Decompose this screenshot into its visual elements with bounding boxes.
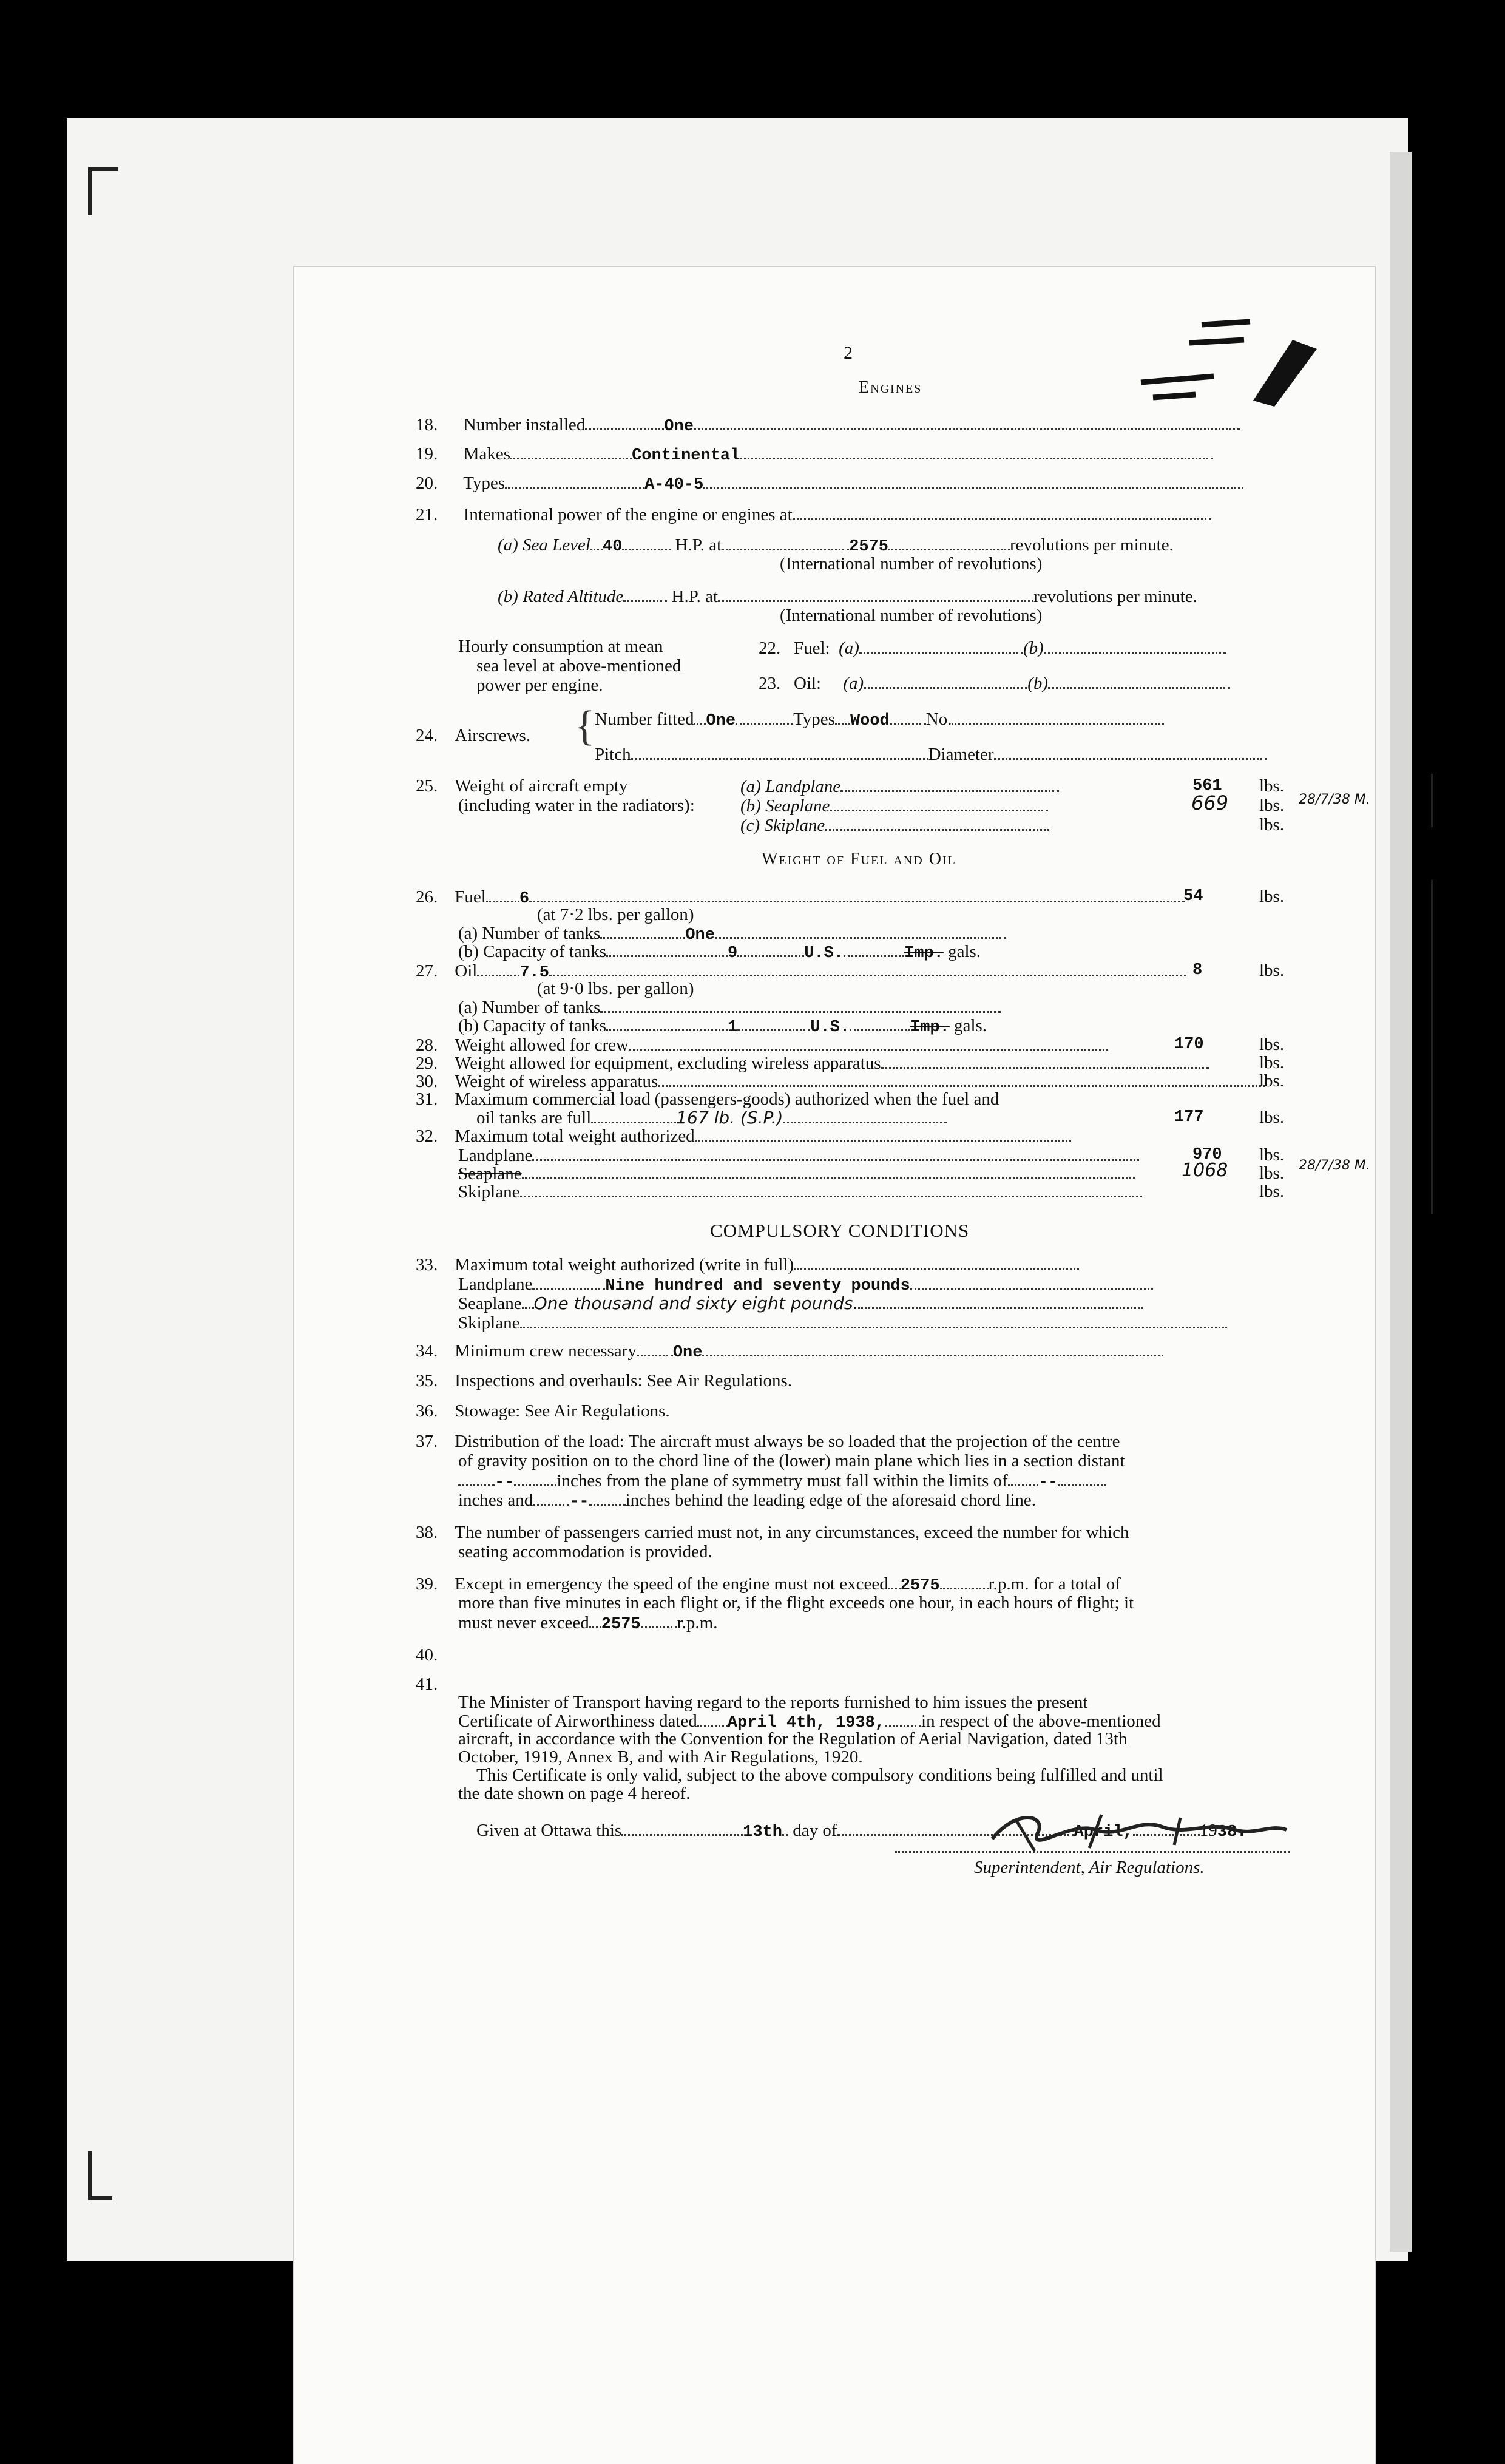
max-seaplane-value: 1068 [1182, 1160, 1228, 1181]
field-label: Skiplane [458, 1182, 520, 1202]
row-num: 29. [416, 1054, 438, 1073]
stowage-text: Stowage: See Air Regulations. [455, 1401, 670, 1421]
field-label: Weight allowed for crew [455, 1035, 629, 1055]
certificate-text: aircraft, in accordance with the Convention for the Regulation of Aerial Navigation, dated 13th [458, 1729, 1128, 1748]
crop-mark-top-left-h [88, 167, 118, 171]
field-label: Types [463, 473, 506, 493]
margin-initials: 28/7/38 M. [1299, 792, 1370, 807]
unit: lbs. [1259, 1163, 1285, 1183]
dots [793, 504, 1211, 520]
field-label: International power of the engine or engines at [463, 505, 793, 524]
field-label: Seaplane [458, 1164, 522, 1183]
dots [740, 443, 1213, 459]
field-label: Seaplane [458, 1294, 522, 1313]
max-skiplane-row [458, 1181, 1142, 1202]
field-label: Weight of aircraft empty [455, 776, 628, 796]
certificate-text: the date shown on page 4 hereof. [458, 1784, 691, 1803]
row-33 [416, 1254, 1079, 1275]
field-label: Makes [463, 444, 511, 464]
row-num: 22. [759, 638, 781, 658]
rev-per-min: revolutions per minute. [1033, 587, 1197, 606]
field-label: (a) Number of tanks [458, 998, 601, 1017]
row-18 [416, 414, 1240, 437]
rated-altitude-row [498, 586, 1197, 607]
oil-per-gallon-note: (at 9·0 lbs. per gallon) [537, 979, 694, 998]
oil-per-gallon: 7.5 [519, 964, 549, 982]
row-37 [416, 1431, 1120, 1452]
field-label: (including water in the radiators): [458, 796, 695, 815]
unit: lbs. [1259, 1182, 1285, 1201]
certificate-date: April 4th, 1938, [727, 1714, 885, 1732]
field-label: Maximum total weight authorized (write in full) [455, 1255, 794, 1274]
rev-per-min: revolutions per minute. [1010, 535, 1174, 555]
distribution-text: Distribution of the load: The aircraft must always be so loaded that the projection of the centre [455, 1432, 1120, 1451]
seaplane-empty-value: 669 [1191, 791, 1229, 814]
min-crew-value: One [672, 1344, 703, 1362]
commercial-load-value: 177 [1174, 1108, 1204, 1126]
rated-altitude-label: (b) Rated Altitude [498, 587, 624, 606]
row-31 [416, 1089, 999, 1109]
certificate-text: October, 1919, Annex B, and with Air Regulations, 1920. [458, 1747, 863, 1767]
row-num: 36. [416, 1401, 438, 1421]
certificate-text: This Certificate is only valid, subject to the above compulsory conditions being fulfilled and until [476, 1765, 1163, 1785]
field-label: (c) Skiplane [740, 816, 825, 835]
crew-weight-value: 170 [1174, 1035, 1204, 1054]
signature-title: Superintendent, Air Regulations. [974, 1858, 1205, 1877]
max-rpm-value: 2575 [900, 1577, 940, 1595]
row-num: 34. [416, 1341, 438, 1361]
field-label: Diameter [928, 745, 994, 764]
row-num: 20. [416, 473, 438, 493]
speed-text: r.p.m. for a total of [988, 1574, 1121, 1594]
oil-capacity-value: 1 [728, 1018, 738, 1037]
row-35 [416, 1370, 792, 1391]
unit: lbs. [1259, 1071, 1285, 1091]
inspections-text: Inspections and overhauls: See Air Regulations. [455, 1371, 792, 1390]
row-num: 18. [416, 415, 438, 435]
field-label: (b) Seaplane [740, 796, 830, 816]
consumption-text: power per engine. [476, 675, 603, 695]
hp-at-label: H.P. at [675, 535, 722, 555]
field-label: oil tanks are full [476, 1108, 592, 1128]
unit: lbs. [1259, 1145, 1285, 1165]
unit: lbs. [1259, 1035, 1285, 1054]
row-41: 41. [416, 1674, 438, 1694]
row-num: 23. [759, 674, 781, 693]
passengers-text: seating accommodation is provided. [458, 1542, 712, 1562]
unit: lbs. [1259, 1108, 1285, 1127]
given-text: Given at Ottawa this [476, 1821, 622, 1840]
scan-edge [1390, 152, 1412, 2252]
row-num: 32. [416, 1126, 438, 1146]
consumption-text: sea level at above-mentioned [476, 656, 681, 675]
fuel-consumption-row [759, 637, 1226, 658]
crop-mark-bottom-left-h [88, 2196, 112, 2200]
option-b: (b) [1023, 638, 1044, 658]
field-label: Fuel: [794, 638, 830, 658]
field-label: Number fitted [595, 709, 694, 729]
row-num: 25. [416, 776, 438, 796]
airscrews-label: Airscrews. [455, 726, 531, 745]
field-label: Number installed [463, 415, 586, 435]
row-40: 40. [416, 1645, 438, 1665]
intl-rev-note: (International number of revolutions) [780, 554, 1043, 574]
landplane-empty-row [740, 776, 1059, 797]
given-year: 38. [1217, 1823, 1247, 1841]
row-32 [416, 1125, 1071, 1146]
field-label: Fuel [455, 887, 486, 907]
field-label: No. [925, 709, 952, 729]
c33-landplane-value: Nine hundred and seventy pounds [605, 1277, 910, 1295]
crop-mark-top-left [88, 167, 92, 215]
unit: lbs. [1259, 815, 1285, 834]
pitch-row [595, 743, 1267, 765]
field-label: Types [793, 709, 835, 729]
speed-text: r.p.m. [677, 1613, 718, 1633]
fuel-per-gallon-note: (at 7·2 lbs. per gallon) [537, 905, 694, 924]
distribution-text: inches and [458, 1491, 533, 1510]
row-num: 35. [416, 1371, 438, 1390]
us-unit: U.S. [810, 1018, 850, 1037]
limit-value: -- [1038, 1474, 1058, 1492]
field-label: Maximum commercial load (passengers-goods) authorized when the fuel and [455, 1089, 999, 1109]
fuel-weight-value: 54 [1183, 887, 1203, 905]
row-38 [416, 1522, 1129, 1543]
dots [510, 443, 632, 459]
brace: { [575, 703, 595, 750]
field-label: Oil [455, 961, 478, 981]
consumption-text: Hourly consumption at mean [458, 637, 663, 656]
row-26 [416, 886, 1185, 909]
distribution-text: inches from the plane of symmetry must fall within the limits of [556, 1471, 1008, 1491]
sea-level-hp: 40 [603, 538, 623, 556]
c33-skiplane-row [458, 1312, 1227, 1333]
option-b: (b) [1027, 674, 1049, 693]
airscrew-type-value: Wood [850, 712, 890, 730]
signature-stroke [992, 1818, 1287, 1840]
commercial-hand-note: 167 lb. (S.P.) [676, 1108, 783, 1128]
passengers-text: The number of passengers carried must not, in any circumstances, exceed the number for which [455, 1523, 1129, 1542]
row-num: 33. [416, 1255, 438, 1274]
fuel-oil-heading: Weight of Fuel and Oil [762, 850, 956, 868]
column-rule-mid [1431, 880, 1433, 1214]
dots [703, 472, 1243, 489]
unit: lbs. [1259, 887, 1285, 906]
field-label: Minimum crew necessary [455, 1341, 637, 1361]
distance-value: -- [495, 1474, 515, 1492]
row-num: 27. [416, 961, 438, 981]
distribution-text: of gravity position on to the chord line of the (lower) main plane which lies in a section distant [458, 1451, 1125, 1471]
certificate-text: The Minister of Transport having regard to the reports furnished to him issues the present [458, 1693, 1088, 1712]
us-unit: U.S. [804, 944, 844, 963]
field-label: Weight allowed for equipment, excluding wireless apparatus [455, 1054, 881, 1073]
unit: lbs. [1259, 1053, 1285, 1072]
field-label: Skiplane [458, 1313, 520, 1333]
option-a: (a) [839, 638, 859, 658]
speed-text: must never exceed [458, 1613, 589, 1633]
number-fitted-row [595, 708, 1164, 731]
row-34 [416, 1340, 1163, 1363]
gals-unit: gals. [954, 1016, 987, 1035]
signature [980, 1796, 1296, 1863]
c33-seaplane-value: One thousand and sixty eight pounds. [533, 1293, 859, 1313]
signature-stroke [1016, 1815, 1180, 1851]
field-label: Landplane [458, 1274, 533, 1294]
row-num: 38. [416, 1523, 438, 1542]
given-text: day of [793, 1821, 837, 1840]
fuel-per-gallon: 6 [519, 890, 530, 908]
intl-rev-note-2: (International number of revolutions) [780, 606, 1043, 625]
row-21 [416, 504, 1211, 525]
row-num: 26. [416, 887, 438, 907]
hp-at-label: H.P. at [671, 587, 719, 606]
given-day: 13th [743, 1823, 783, 1841]
sea-level-label: (a) Sea Level [498, 535, 590, 555]
distribution-line4 [458, 1489, 1036, 1512]
field-label: Weight of wireless apparatus [455, 1072, 658, 1091]
field-label: Oil: [794, 674, 822, 693]
crop-mark-bottom-left [88, 2151, 92, 2200]
row-num: 19. [416, 444, 438, 464]
signature-line [895, 1851, 1290, 1853]
types-value: A-40-5 [644, 476, 704, 494]
landplane-empty-value: 561 [1192, 777, 1222, 795]
given-year-prefix: 19 [1199, 1821, 1217, 1840]
row-num: 39. [416, 1574, 438, 1594]
field-label: Maximum total weight authorized [455, 1126, 695, 1146]
distribution-text: inches behind the leading edge of the aforesaid chord line. [625, 1491, 1037, 1510]
field-label: (a) Landplane [740, 777, 841, 796]
option-a: (a) [843, 674, 864, 693]
row-19 [416, 443, 1213, 466]
imp-unit: Imp. [904, 944, 944, 963]
speed-text: more than five minutes in each flight or, if the flight exceeds one hour, in each hours of flight; it [458, 1593, 1134, 1613]
unit: lbs. [1259, 796, 1285, 815]
oil-consumption-row [759, 672, 1230, 694]
certificate-text: in respect of the above-mentioned [921, 1711, 1161, 1731]
column-rule-top [1431, 774, 1433, 827]
row-num: 37. [416, 1432, 438, 1451]
row-num: 21. [416, 505, 438, 524]
page-number: 2 [844, 343, 853, 363]
row-num: 30. [416, 1072, 438, 1091]
number-installed-value: One [664, 418, 694, 436]
oil-weight-value: 8 [1192, 961, 1203, 980]
makes-value: Continental [632, 447, 740, 465]
engines-heading: Engines [859, 378, 922, 397]
field-label: (b) Capacity of tanks [458, 942, 607, 961]
ink-slash [1253, 340, 1317, 407]
dots [585, 414, 664, 430]
given-month: April, [1074, 1823, 1133, 1841]
row-24 [416, 725, 530, 746]
margin-initials: 28/7/38 M. [1299, 1158, 1370, 1173]
fuel-capacity-value: 9 [728, 944, 738, 963]
row-36 [416, 1401, 670, 1421]
never-exceed-rpm: 2575 [601, 1616, 641, 1634]
dots [505, 472, 644, 489]
certificate-text: Certificate of Airworthiness dated [458, 1711, 697, 1731]
speed-line3 [458, 1612, 717, 1635]
max-landplane-value: 970 [1192, 1146, 1222, 1164]
imp-unit: Imp. [910, 1018, 950, 1037]
speed-text: Except in emergency the speed of the engine must not exceed [455, 1574, 888, 1594]
unit: lbs. [1259, 776, 1285, 796]
row-20 [416, 472, 1243, 495]
limit-value: -- [569, 1493, 589, 1511]
row-num: 24. [416, 726, 438, 745]
unit: lbs. [1259, 961, 1285, 980]
row-27 [416, 960, 1186, 983]
ink-stroke [1141, 322, 1250, 398]
seaplane-empty-row [740, 795, 1048, 816]
row-num: 31. [416, 1089, 438, 1109]
skiplane-empty-row [740, 814, 1049, 836]
compulsory-heading: COMPULSORY CONDITIONS [710, 1220, 970, 1241]
field-label: (a) Number of tanks [458, 924, 601, 943]
field-label: (b) Capacity of tanks [458, 1016, 607, 1035]
row-num: 28. [416, 1035, 438, 1055]
ink-mark [1129, 316, 1329, 425]
field-label: Pitch [595, 745, 631, 764]
number-fitted-value: One [706, 712, 736, 730]
sea-level-rpm: 2575 [849, 538, 889, 556]
c33-seaplane-row [458, 1293, 1143, 1314]
certificate-page [294, 267, 1375, 2464]
field-label: Landplane [458, 1146, 533, 1165]
fuel-tanks-value: One [685, 926, 715, 944]
gals-unit: gals. [948, 942, 981, 961]
row-25 [416, 776, 627, 796]
